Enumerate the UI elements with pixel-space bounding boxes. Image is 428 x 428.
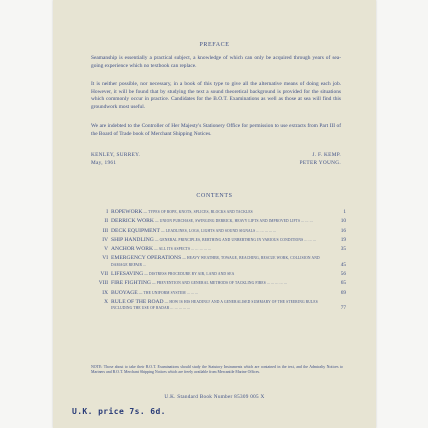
- preface-date: May, 1961: [91, 160, 117, 166]
- chapter-number: III: [102, 227, 108, 234]
- chapter-description: — TYPES OF ROPE, KNOTS, SPLICES, BLOCKS AND TACKLES: [142, 210, 253, 214]
- price-stamp: U.K. price 7s. 6d.: [72, 407, 166, 416]
- chapter-number: VII: [100, 270, 108, 277]
- chapter-page: 35: [340, 246, 346, 253]
- chapter-description: — THE UNIFORM SYSTEM ... ... ...: [137, 290, 199, 295]
- contents-item: [91, 228, 346, 234]
- chapter-page: 45: [340, 261, 346, 268]
- chapter-number: I: [106, 209, 108, 215]
- chapter-number: IV: [102, 236, 108, 243]
- chapter-title: LIFESAVING: [111, 270, 144, 277]
- chapter-title: EMERGENCY OPERATIONS: [111, 255, 182, 262]
- contents-item: [91, 271, 346, 277]
- preface-place-date: [91, 151, 140, 167]
- preface-paragraph-1: Seamanship is essentially a practical subject, a knowledge of which can only be acquired through years of sea-going experience which no textbook can replace.: [91, 55, 341, 69]
- chapter-description: — HOW IS HIS HEADING? AND A GENERALISED SUMMARY OF THE STEERING RULES INCLUDING THE USE OF RADAR ... ... ... ... ...: [111, 299, 318, 311]
- contents-item: [91, 246, 346, 252]
- contents-item: [91, 299, 346, 311]
- chapter-title: DECK EQUIPMENT: [111, 227, 160, 234]
- contents-list: [91, 209, 346, 314]
- chapter-description: — LEADLINES, LOGS, LIGHTS AND SOUND SIGNALS ... ... ... ... ...: [159, 228, 277, 233]
- preface-paragraph-2: It is neither possible, nor necessary, in a book of this type to give all the alternative means of doing each job. However, it will be found that by studying the text a sound theoretical background is provided for the situations which commonly occur in practice. Candidates for the B.O.T. Examinations as well as those at sea will find this groundwork most useful.: [91, 81, 341, 110]
- chapter-number: II: [104, 218, 108, 225]
- preface-author-1: J. F. KEMP.: [312, 152, 341, 158]
- contents-item: [91, 290, 346, 296]
- chapter-page: 56: [340, 270, 346, 277]
- study-note: NOTE: Those about to take their B.O.T. Examinations should study the Statutory Instruments which are contained in the text, and the Admiralty Notices to Mariners and B.O.T. Merchant Shipping Notices which are freely available from Mercantile Marine Offices.: [91, 365, 343, 374]
- chapter-title: FIRE FIGHTING: [111, 280, 151, 287]
- preface-authors: [300, 151, 341, 167]
- chapter-page: 16: [340, 227, 346, 234]
- chapter-page: 1: [343, 209, 346, 215]
- contents-item: [91, 237, 346, 243]
- chapter-page: 77: [340, 305, 346, 312]
- chapter-number: X: [104, 298, 108, 305]
- chapter-number: IX: [102, 289, 108, 296]
- chapter-page: 65: [340, 280, 346, 287]
- chapter-title: BUOYAGE: [111, 289, 138, 296]
- book-page: [53, 0, 376, 428]
- chapter-description: — UNION PURCHASE, SWINGING DERRICK, HEAVY LIFTS AND IMPROVED LIFTS ... ... ...: [153, 219, 313, 224]
- preface-author-2: PETER YOUNG.: [299, 160, 341, 166]
- standard-book-number: U.K. Standard Book Number 85309 005 X: [164, 394, 265, 400]
- chapter-title: SHIP HANDLING: [111, 236, 154, 243]
- preface-paragraph-3: We are indebted to the Controller of Her Majesty's Stationery Office for permission to use extracts from Part III of the Board of Trade book of Merchant Shipping Notices.: [91, 123, 341, 137]
- chapter-number: V: [104, 246, 108, 253]
- chapter-title: ANCHOR WORK: [111, 246, 154, 253]
- contents-heading: CONTENTS: [196, 193, 233, 199]
- chapter-description: — HEAVY WEATHER, TOWAGE, BEACHING, RESCUE WORK, COLLISION AND DAMAGE REPAIR ...: [111, 256, 320, 267]
- chapter-number: VIII: [98, 280, 108, 287]
- chapter-title: RULE OF THE ROAD: [111, 298, 164, 305]
- chapter-title: ROPEWORK: [111, 209, 143, 215]
- contents-item: [91, 255, 346, 267]
- chapter-title: DERRICK WORK: [111, 218, 154, 225]
- chapter-description: — GENERAL PRINCIPLES, BERTHING AND UNBERTHING IN VARIOUS CONDITIONS ... ... ...: [153, 237, 316, 242]
- chapter-page: 10: [340, 218, 346, 225]
- chapter-page: 69: [340, 289, 346, 296]
- chapter-description: — DISTRESS PROCEDURE BY AIR, LAND AND SEA: [143, 271, 235, 276]
- chapter-number: VI: [102, 255, 108, 262]
- chapter-description: — ALL ITS ASPECTS ... ... ... ... ...: [153, 247, 212, 252]
- preface-place: KENLEY, SURREY.: [91, 152, 141, 158]
- contents-item: [91, 209, 346, 215]
- chapter-page: 19: [340, 236, 346, 243]
- chapter-description: — PREVENTION AND GENERAL METHODS OF TACKLING FIRES ... ... ... ... ...: [150, 281, 287, 286]
- contents-item: [91, 218, 346, 224]
- contents-item: [91, 280, 346, 286]
- preface-heading: PREFACE: [199, 42, 230, 48]
